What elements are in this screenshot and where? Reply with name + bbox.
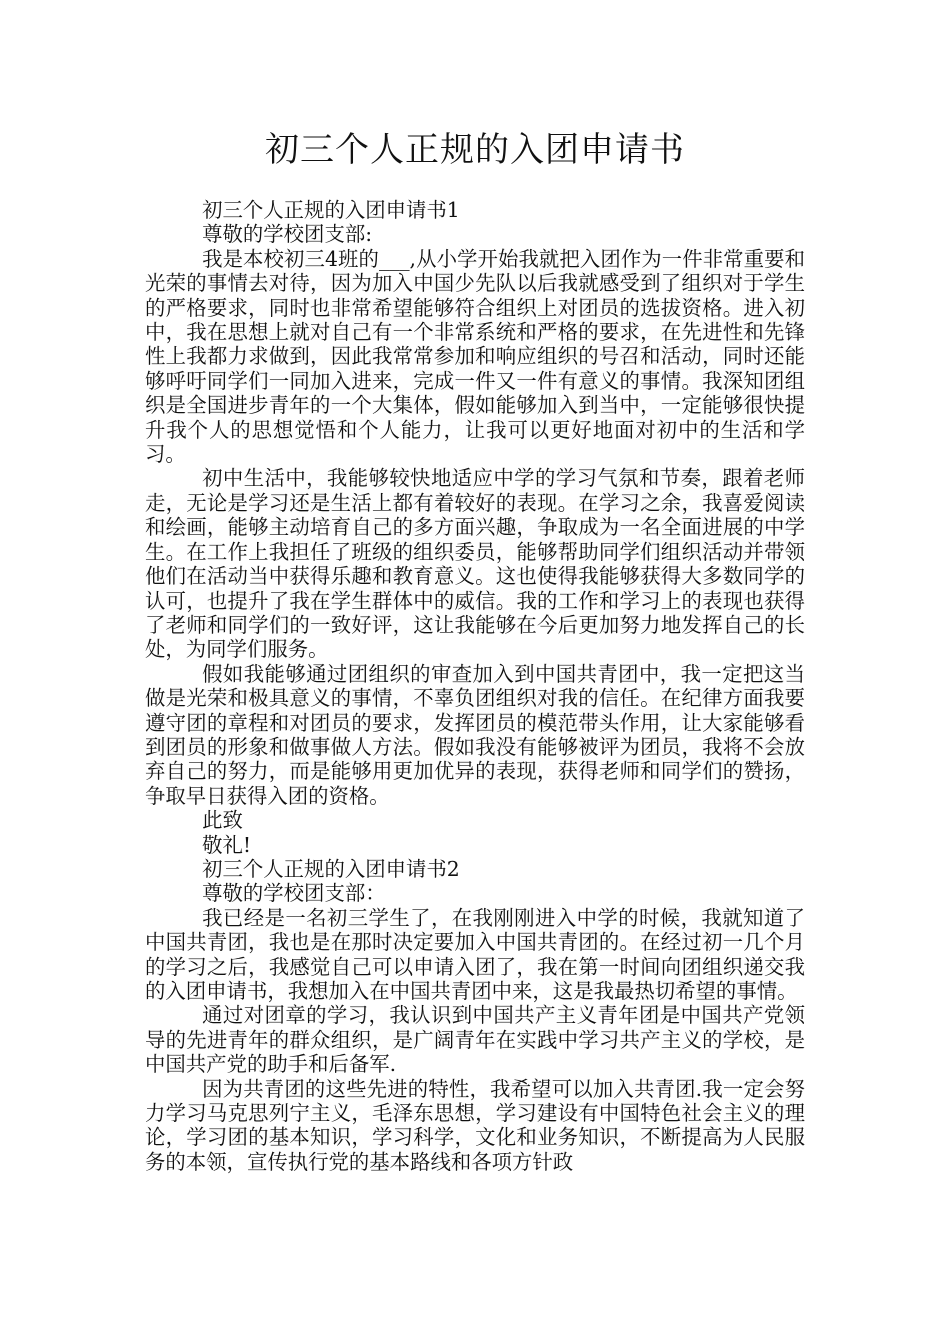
letter1-salutation: 尊敬的学校团支部: [202,222,373,247]
letter2-paragraph-3: 因为共青团的这些先进的特性，我希望可以加入共青团.我一定会努力学习马克思列宁主义，毛泽东思想，学习建设有中国特色社会主义的理论，学习团的基本知识，学习科学，文化和业务知识，不断提高为人民服务的本领，宣传执行党的基本路线和各项方针政 [145,1076,805,1174]
letter2-salutation: 尊敬的学校团支部： [202,881,386,906]
letter2-heading: 初三个人正规的入团申请书2 [202,856,460,881]
document-body [145,198,805,1174]
letter1-paragraph-1: 我是本校初三4班的___,从小学开始我就把入团作为一件非常重要和光荣的事情去对待，因为加入中国少先队以后我就感受到了组织对于学生的严格要求，同时也非常希望能够符合组织上对团员的选拔资格。进入初中，我在思想上就对自己有一个非常系统和严格的要求，在先进性和先锋性上我都力求做到，因此我常常参加和响应组织的号召和活动，同时还能够呼吁同学们一同加入进来，完成一件又一件有意义的事情。我深知团组织是全国进步青年的一个大集体，假如能够加入到当中，一定能够很快提升我个人的思想觉悟和个人能力，让我可以更好地面对初中的生活和学习。 [145,246,805,467]
letter2-paragraph-2: 通过对团章的学习，我认识到中国共产主义青年团是中国共产党领导的先进青年的群众组织，是广阔青年在实践中学习共产主义的学校，是中国共产党的助手和后备军. [145,1003,805,1077]
document-title: 初三个人正规的入团申请书 [265,130,685,170]
letter1-heading: 初三个人正规的入团申请书1 [202,198,460,222]
letter1-paragraph-2: 初中生活中，我能够较快地适应中学的学习气氛和节奏，跟着老师走，无论是学习还是生活上都有着较好的表现。在学习之余，我喜爱阅读和绘画，能够主动培育自己的多方面兴趣，争取成为一名全面进展的中学生。在工作上我担任了班级的组织委员，能够帮助同学们组织活动并带领他们在活动当中获得乐趣和教育意义。这也使得我能够获得大多数同学的认可，也提升了我在学生群体中的威信。我的工作和学习上的表现也获得了老师和同学们的一致好评，这让我能够在今后更加努力地发挥自己的长处，为同学们服务。 [145,466,805,662]
letter1-paragraph-3: 假如我能够通过团组织的审查加入到中国共青团中，我一定把这当做是光荣和极具意义的事情，不辜负团组织对我的信任。在纪律方面我要遵守团的章程和对团员的要求，发挥团员的模范带头作用，让大家能够看到团员的形象和做事做人方法。假如我没有能够被评为团员，我将不会放弃自己的努力，而是能够用更加优异的表现，获得老师和同学们的赞扬，争取早日获得入团的资格。 [145,661,805,808]
letter1-closing-1: 此致 [202,808,243,833]
letter1-closing-2: 敬礼! [202,832,252,857]
letter2-paragraph-1: 我已经是一名初三学生了，在我刚刚进入中学的时候，我就知道了中国共青团，我也是在那时决定要加入中国共青团的。在经过初一几个月的学习之后，我感觉自己可以申请入团了，我在第一时间向团组织递交我的入团申请书，我想加入在中国共青团中来，这是我最热切希望的事情。 [145,905,805,1003]
